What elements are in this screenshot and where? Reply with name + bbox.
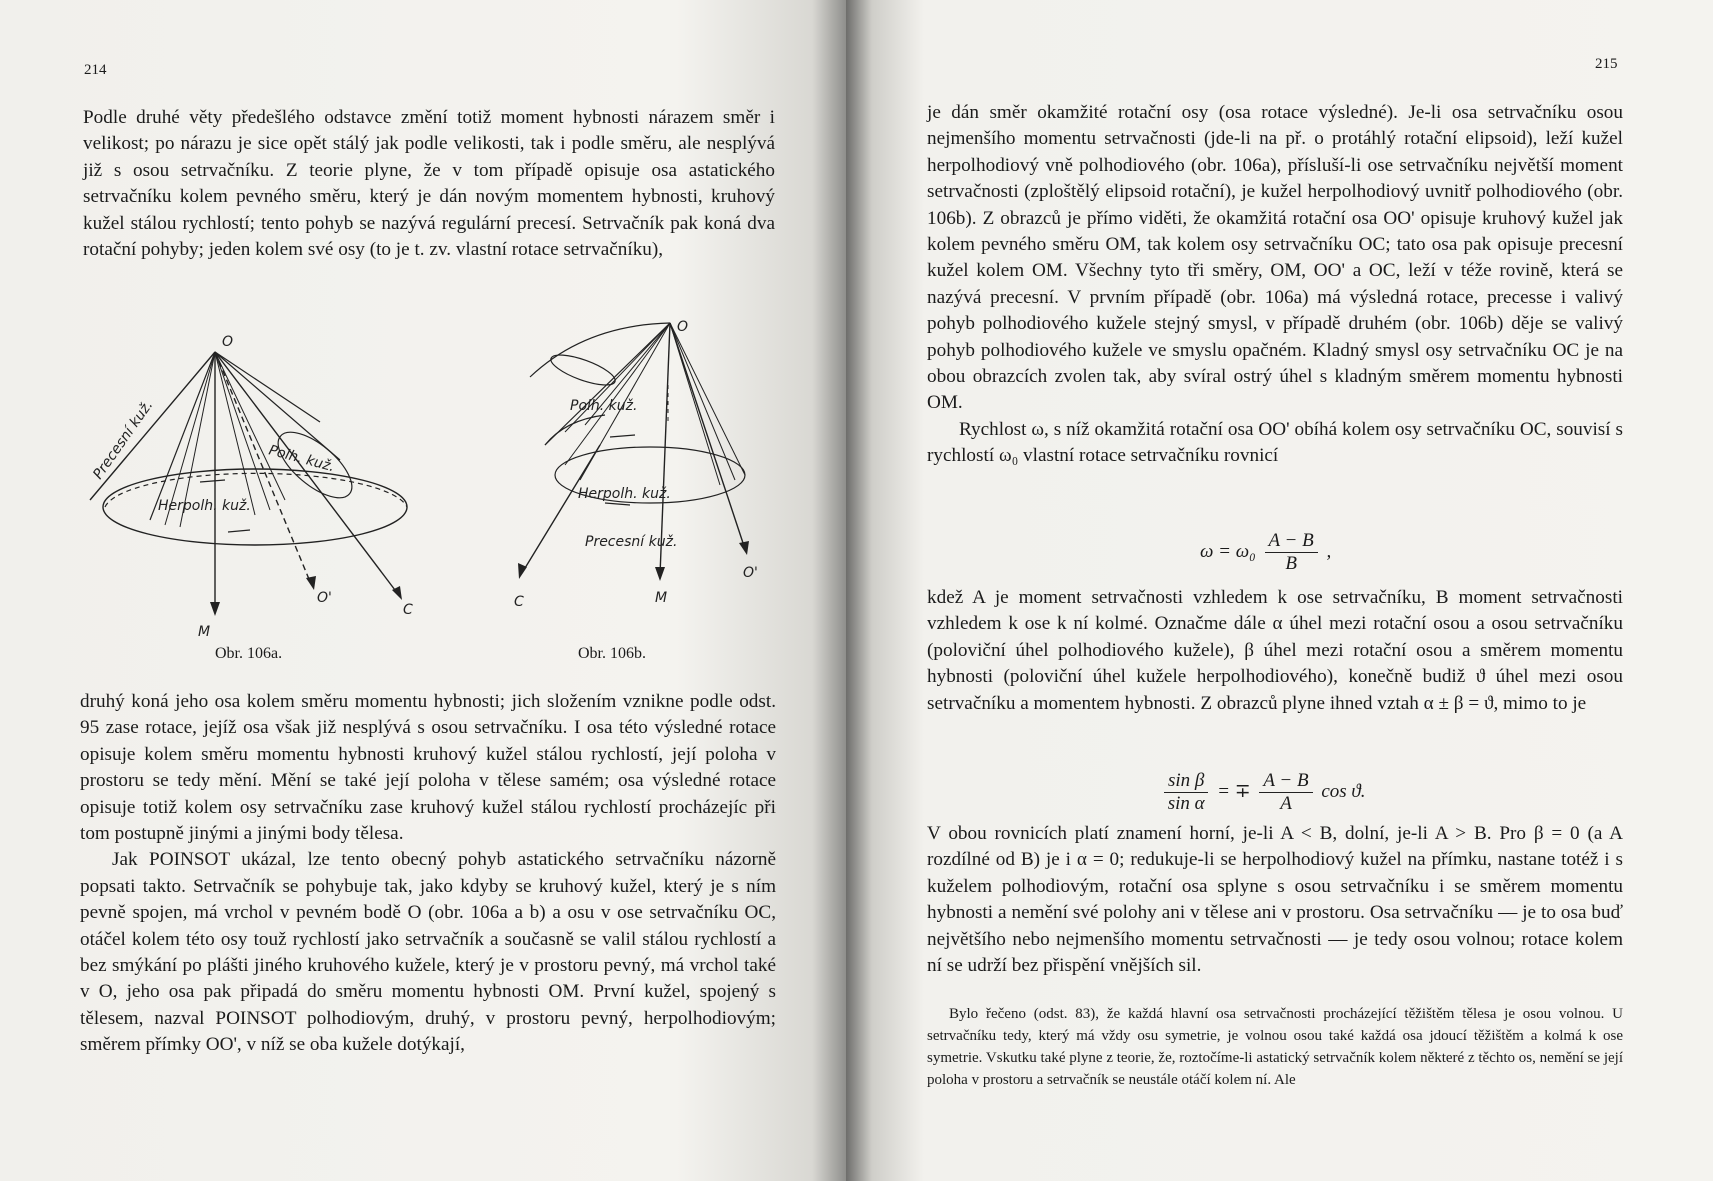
fraction-numerator: A − B: [1265, 530, 1318, 553]
fraction-numerator: sin β: [1164, 770, 1208, 793]
footnote: [927, 1003, 1623, 1091]
left-paragraph-1: [83, 105, 775, 263]
label-herpolh-b: Herpolh. kuž.: [578, 486, 671, 502]
figure-106a: [70, 320, 430, 650]
fraction-denominator: sin α: [1167, 793, 1205, 814]
page-number-right: 215: [1595, 56, 1618, 72]
label-O-prime-b: O': [743, 565, 758, 581]
fraction-numerator: A − B: [1259, 770, 1312, 793]
formula-right-fraction: [1259, 770, 1312, 815]
label-M-b: M: [655, 590, 668, 606]
formula-left-fraction: [1164, 770, 1208, 815]
label-M-a: M: [198, 624, 211, 640]
label-C-a: C: [403, 602, 413, 618]
figure-106b-caption: Obr. 106b.: [578, 645, 646, 662]
fraction-denominator: A: [1280, 793, 1292, 814]
fraction-denominator: B: [1285, 553, 1297, 574]
paragraph-text: druhý koná jeho osa kolem směru momentu hybnosti; jich složením vznikne podle odst. 95 zase rotace, jejíž osa však již nesplývá s osou setrvačníku. I osa této výsledné rotace opisuje kolem směru momentu hybnosti kruhový kužel stálou rychlostí, její poloha v prostoru se tedy mění. Mění se také její poloha v tělese samém; osa výsledné rotace opisuje totiž kolem osy setrvačníku zase kruhový kužel stálou rychlostí procházejíc při tom postupně jinými a jinými body tělesa.: [80, 691, 776, 845]
formula-lhs: ω = ω₀: [1200, 540, 1256, 562]
paragraph-text: Jak POINSOT ukázal, lze tento obecný pohyb astatického setrvačníku názorně popsati takto. Setrvačník se pohybuje tak, jako kdyby se kruhový kužel, který je s ním pevně spojen, má vrchol v pevném bodě O (obr. 106a a b) a osu v ose setrvačníku OC, otáčel kolem této osy touž rychlostí jako setrvačník a současně se valil stálou rychlostí a bez smýkání po plášti jiného kruhového kužele, který je v prostoru pevný, má vrchol také v O, jeho osa pak připadá do směru momentu hybnosti OM. První kužel, spojený s tělesem, nazval POINSOT polhodiovým, druhý, v prostoru pevný, herpolhodiovým; směrem přímky OO', v níž se oba kužele dotýkají,: [80, 849, 776, 1056]
right-paragraph-2: [927, 585, 1623, 717]
left-page: [0, 0, 846, 1181]
right-paragraph-1: [927, 100, 1623, 470]
formula-omega: [1200, 530, 1331, 575]
label-polh-a: Polh. kuž.: [266, 442, 337, 476]
label-precesni-a: Precesní kuž.: [90, 397, 157, 483]
formula-sine-ratio: [1160, 770, 1366, 815]
label-precesni-b: Precesní kuž.: [585, 534, 678, 550]
label-C-b: C: [514, 594, 524, 610]
left-paragraph-2: [80, 689, 776, 1059]
footnote-text: Bylo řečeno (odst. 83), že každá hlavní osa setrvačnosti procházející těžištěm tělesa je osou volnou. U setrvačníku tedy, který má vždy osu symetrie, je volnou osou také každá osa jdoucí těžištěm a kolmá k ose symetrie. Vskutku také plyne z teorie, že, roztočíme-li astatický setrvačník kolem některé z těchto os, nemění se její poloha v prostoru a setrvačník se neustále otáčí kolem ní. Ale: [927, 1006, 1623, 1088]
paragraph-text: Podle druhé věty předešlého odstavce změní totiž moment hybnosti nárazem směr i velikost; po nárazu je sice opět stálý jak podle velikosti, tak i podle směru, ale nesplývá již s osou setrvačníku. Z teorie plyne, že v tom případě opisuje osa astatického setrvačníku kolem pevného směru, který je dán novým momentem hybnosti, kruhový kužel stálou rychlostí; tento pohyb se nazývá regulární precesí. Setrvačník pak koná dva rotační pohyby; jeden kolem své osy (to je t. zv. vlastní rotace setrvačníku),: [83, 107, 775, 261]
formula-fraction: [1265, 530, 1318, 575]
label-O-prime-a: O': [317, 590, 332, 606]
label-herpolh-a: Herpolh. kuž.: [158, 498, 251, 514]
formula-tail: cos ϑ.: [1321, 780, 1366, 802]
formula-operator: = ∓: [1217, 780, 1251, 802]
paragraph-text: Rychlost ω, s níž okamžitá rotační osa OO' obíhá kolem osy setrvačníku OC, souvisí s rychlostí ω₀ vlastní rotace setrvačníku rovnicí: [927, 418, 1623, 467]
label-O-a: O: [222, 334, 234, 350]
formula-tail: ,: [1326, 540, 1332, 562]
paragraph-text: kdež A je moment setrvačnosti vzhledem k ose setrvačníku, B moment setrvačnosti vzhledem k ose k ní kolmé. Označme dále α úhel mezi rotační osou a osou setrvačníku (poloviční úhel polhodiového kužele), β úhel mezi rotační osou a směrem momentu hybnosti (poloviční úhel kužele herpolhodiového), konečně budiž ϑ úhel mezi osou setrvačníku a momentem hybnosti. Z obrazců plyne ihned vztah α ± β = ϑ, mimo to je: [927, 587, 1623, 714]
paragraph-text: V obou rovnicích platí znamení horní, je-li A < B, dolní, je-li A > B. Pro β = 0 (a A rozdílné od B) je i α = 0; redukuje-li se herpolhodiový kužel na přímku, nastane totéž i s kuželem polhodiovým, rotační osa splyne s osou setrvačníku i se směrem momentu hybnosti a nemění své polohy ani v tělese ani v prostoru. Osa setrvačníku — je to osa buď největšího nebo nejmenšího momentu setrvačnosti — je tedy osou volnou; rotace kolem ní se udrží bez přispění vnějších sil.: [927, 823, 1623, 977]
paragraph-text: je dán směr okamžité rotační osy (osa rotace výsledné). Je-li osa setrvačníku osou nejmenšího momentu setrvačnosti (jde-li na př. o protáhlý rotační elipsoid), leží kužel herpolhodiový vně polhodiového (obr. 106a), přísluší-li ose setrvačníku největší moment setrvačnosti (zploštělý elipsoid rotační), je kužel herpolhodiový uvnitř polhodiového (obr. 106b). Z obrazců je přímo viděti, že okamžitá rotační osa OO' opisuje kruhový kužel jak kolem pevného směru OM, tak kolem osy setrvačníku OC; tato osa pak opisuje precesní kužel kolem OM. Všechny tyto tři směry, OM, OO' a OC, leží v téže rovině, která se nazývá precesní. V prvním případě (obr. 106a) má výsledná rotace, precesse i valivý pohyb polhodiového kužele stejný smysl, v případě druhém (obr. 106b) děje se valivý pohyb polhodiového kužele ve smyslu opačném. Kladný smysl osy setrvačníku OC je na obou obrazcích zvolen tak, aby svíral ostrý úhel s kladným směrem momentu hybnosti OM.: [927, 102, 1623, 414]
figure-106b: [505, 315, 805, 645]
label-polh-b: Polh. kuž.: [570, 398, 638, 414]
figure-106a-caption: Obr. 106a.: [215, 645, 283, 662]
label-O-b: O: [677, 319, 689, 335]
right-paragraph-3: [927, 821, 1623, 979]
page-number-left: 214: [84, 62, 107, 78]
